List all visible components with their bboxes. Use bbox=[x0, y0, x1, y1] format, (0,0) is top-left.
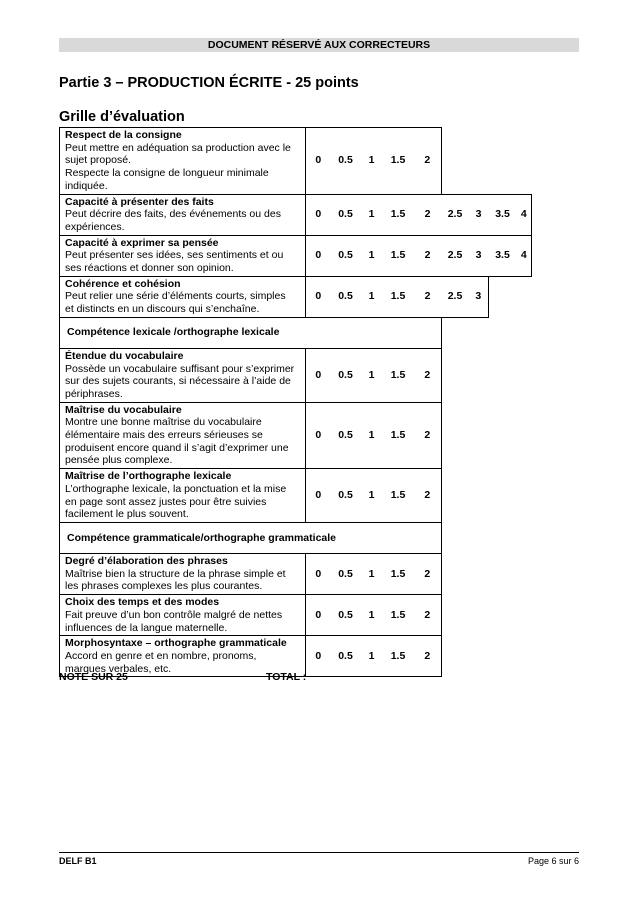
empty-cell bbox=[517, 469, 532, 523]
total-label: TOTAL : bbox=[266, 671, 307, 683]
criterion-description: influences de la langue maternelle. bbox=[65, 621, 228, 634]
score-option: 1 bbox=[361, 235, 383, 276]
score-option: 0.5 bbox=[331, 348, 361, 402]
empty-cell bbox=[489, 402, 517, 469]
criterion-description: Respecte la consigne de longueur minimale bbox=[65, 167, 269, 180]
empty-cell bbox=[469, 128, 489, 195]
score-option: 0.5 bbox=[331, 469, 361, 523]
criterion-cell bbox=[60, 235, 306, 276]
score-option: 2 bbox=[414, 636, 442, 677]
section-row bbox=[60, 522, 532, 553]
criterion-title: Étendue du vocabulaire bbox=[65, 349, 184, 362]
score-option: 3 bbox=[469, 235, 489, 276]
score-option: 1.5 bbox=[383, 469, 414, 523]
score-option: 2 bbox=[414, 276, 442, 317]
empty-cell bbox=[517, 128, 532, 195]
empty-cell bbox=[469, 402, 489, 469]
score-option: 0.5 bbox=[331, 553, 361, 594]
score-option: 1.5 bbox=[383, 348, 414, 402]
criterion-description: et distincts en un discours qui s’enchaîne. bbox=[65, 303, 260, 316]
score-option: 2 bbox=[414, 469, 442, 523]
criterion-description: Peut relier une série d’éléments courts, simples bbox=[65, 290, 286, 303]
empty-cell bbox=[489, 276, 517, 317]
criterion-row bbox=[60, 276, 532, 317]
empty-cell bbox=[517, 402, 532, 469]
criterion-cell bbox=[60, 194, 306, 235]
score-option: 0.5 bbox=[331, 194, 361, 235]
empty-cell bbox=[517, 522, 532, 553]
score-option: 0 bbox=[306, 194, 331, 235]
score-option: 2 bbox=[414, 553, 442, 594]
empty-cell bbox=[442, 636, 469, 677]
score-option: 0.5 bbox=[331, 636, 361, 677]
criterion-description: Peut présenter ses idées, ses sentiments et ou bbox=[65, 249, 284, 262]
criterion-description: Accord en genre et en nombre, pronoms, bbox=[65, 649, 257, 662]
criterion-title: Morphosyntaxe – orthographe grammaticale bbox=[65, 637, 287, 650]
criterion-title: Respect de la consigne bbox=[65, 129, 182, 141]
empty-cell bbox=[469, 522, 489, 553]
empty-cell bbox=[469, 317, 489, 348]
footer-exam-level: DELF B1 bbox=[59, 856, 97, 866]
score-option: 1.5 bbox=[383, 276, 414, 317]
empty-cell bbox=[489, 636, 517, 677]
score-option: 3 bbox=[469, 276, 489, 317]
criterion-row bbox=[60, 553, 532, 594]
score-option: 1 bbox=[361, 595, 383, 636]
criterion-description: facilement le plus souvent. bbox=[65, 508, 189, 521]
criterion-description: sujet proposé. bbox=[65, 154, 131, 167]
score-option: 1 bbox=[361, 402, 383, 469]
empty-cell bbox=[469, 553, 489, 594]
criterion-description: sur des sujets courants, si nécessaire à l’aide de bbox=[65, 375, 291, 388]
criterion-description: élémentaire mais des erreurs sérieuses se bbox=[65, 429, 263, 442]
criterion-cell bbox=[60, 595, 306, 636]
score-option: 1 bbox=[361, 553, 383, 594]
grid-title: Grille d’évaluation bbox=[59, 109, 185, 125]
criterion-description: Montre une bonne maîtrise du vocabulaire bbox=[65, 416, 262, 429]
criterion-cell bbox=[60, 469, 306, 523]
criterion-cell bbox=[60, 402, 306, 469]
score-option: 2 bbox=[414, 194, 442, 235]
criterion-title: Cohérence et cohésion bbox=[65, 277, 181, 290]
score-option: 0 bbox=[306, 348, 331, 402]
score-option: 0 bbox=[306, 276, 331, 317]
score-option: 2 bbox=[414, 595, 442, 636]
score-option: 4 bbox=[517, 194, 532, 235]
criterion-row bbox=[60, 194, 532, 235]
empty-cell bbox=[442, 128, 469, 195]
score-option: 0.5 bbox=[331, 128, 361, 195]
score-option: 0 bbox=[306, 636, 331, 677]
criterion-description: L’orthographe lexicale, la ponctuation et la mise bbox=[65, 482, 287, 495]
score-option: 1 bbox=[361, 276, 383, 317]
empty-cell bbox=[489, 348, 517, 402]
empty-cell bbox=[442, 348, 469, 402]
score-option: 1.5 bbox=[383, 235, 414, 276]
score-option: 4 bbox=[517, 235, 532, 276]
score-option: 3.5 bbox=[489, 235, 517, 276]
score-option: 1 bbox=[361, 348, 383, 402]
empty-cell bbox=[517, 553, 532, 594]
criterion-title: Degré d’élaboration des phrases bbox=[65, 554, 228, 567]
empty-cell bbox=[517, 276, 532, 317]
criterion-description: Peut mettre en adéquation sa production avec le bbox=[65, 141, 291, 154]
section-heading: Compétence grammaticale/orthographe grammaticale bbox=[60, 522, 442, 553]
footer-rule bbox=[59, 852, 579, 853]
score-option: 1 bbox=[361, 194, 383, 235]
empty-cell bbox=[489, 317, 517, 348]
score-option: 1 bbox=[361, 128, 383, 195]
score-option: 1.5 bbox=[383, 128, 414, 195]
criterion-row bbox=[60, 348, 532, 402]
criterion-row bbox=[60, 402, 532, 469]
empty-cell bbox=[489, 595, 517, 636]
empty-cell bbox=[442, 469, 469, 523]
empty-cell bbox=[489, 522, 517, 553]
criterion-title: Maîtrise du vocabulaire bbox=[65, 403, 182, 416]
empty-cell bbox=[442, 317, 469, 348]
criterion-description: Maîtrise bien la structure de la phrase simple et bbox=[65, 567, 286, 580]
score-option: 0 bbox=[306, 595, 331, 636]
score-option: 2.5 bbox=[442, 276, 469, 317]
empty-cell bbox=[469, 348, 489, 402]
score-option: 0 bbox=[306, 469, 331, 523]
empty-cell bbox=[442, 595, 469, 636]
criterion-description: Possède un vocabulaire suffisant pour s’exprimer bbox=[65, 362, 295, 375]
empty-cell bbox=[517, 348, 532, 402]
criterion-description: Peut décrire des faits, des événements ou des bbox=[65, 208, 281, 221]
empty-cell bbox=[517, 595, 532, 636]
score-option: 0 bbox=[306, 128, 331, 195]
criterion-description: Fait preuve d’un bon contrôle malgré de nettes bbox=[65, 608, 283, 621]
criterion-description: marques verbales, etc. bbox=[65, 662, 172, 675]
score-option: 1.5 bbox=[383, 636, 414, 677]
score-option: 0.5 bbox=[331, 595, 361, 636]
reserved-banner: DOCUMENT RÉSERVÉ AUX CORRECTEURS bbox=[59, 38, 579, 52]
score-option: 2 bbox=[414, 128, 442, 195]
score-option: 1 bbox=[361, 636, 383, 677]
score-option: 0.5 bbox=[331, 402, 361, 469]
note-label: NOTE SUR 25 bbox=[59, 671, 128, 683]
empty-cell bbox=[442, 522, 469, 553]
score-option: 1.5 bbox=[383, 595, 414, 636]
criterion-description: en page sont assez justes pour être suivies bbox=[65, 495, 267, 508]
score-option: 1.5 bbox=[383, 194, 414, 235]
score-option: 0.5 bbox=[331, 235, 361, 276]
criterion-description: pensée plus complexe. bbox=[65, 454, 173, 467]
criterion-cell bbox=[60, 276, 306, 317]
empty-cell bbox=[469, 636, 489, 677]
score-option: 3.5 bbox=[489, 194, 517, 235]
score-option: 0 bbox=[306, 235, 331, 276]
evaluation-grid bbox=[59, 127, 532, 677]
score-option: 3 bbox=[469, 194, 489, 235]
score-option: 2 bbox=[414, 348, 442, 402]
part-title: Partie 3 – PRODUCTION ÉCRITE - 25 points bbox=[59, 75, 359, 91]
empty-cell bbox=[489, 469, 517, 523]
score-option: 2 bbox=[414, 402, 442, 469]
criterion-title: Capacité à exprimer sa pensée bbox=[65, 236, 219, 249]
footer-page-number: Page 6 sur 6 bbox=[527, 856, 579, 866]
score-option: 1.5 bbox=[383, 553, 414, 594]
empty-cell bbox=[489, 128, 517, 195]
empty-cell bbox=[489, 553, 517, 594]
criterion-title: Capacité à présenter des faits bbox=[65, 195, 214, 208]
score-option: 0 bbox=[306, 402, 331, 469]
criterion-cell bbox=[60, 553, 306, 594]
empty-cell bbox=[442, 402, 469, 469]
criterion-description: indiquée. bbox=[65, 179, 108, 192]
criterion-title: Maîtrise de l’orthographe lexicale bbox=[65, 470, 232, 483]
criterion-cell bbox=[60, 348, 306, 402]
criterion-description: expériences. bbox=[65, 220, 125, 233]
score-option: 2 bbox=[414, 235, 442, 276]
criterion-description: les phrases complexes les plus courantes. bbox=[65, 580, 263, 593]
section-heading: Compétence lexicale /orthographe lexicale bbox=[60, 317, 442, 348]
empty-cell bbox=[517, 636, 532, 677]
empty-cell bbox=[517, 317, 532, 348]
criterion-title: Choix des temps et des modes bbox=[65, 596, 220, 609]
criterion-row bbox=[60, 595, 532, 636]
score-option: 2.5 bbox=[442, 235, 469, 276]
criterion-row bbox=[60, 128, 532, 195]
criterion-description: produisent encore quand il s’agit d’exprimer une bbox=[65, 441, 289, 454]
score-option: 2.5 bbox=[442, 194, 469, 235]
criterion-row bbox=[60, 235, 532, 276]
score-option: 0.5 bbox=[331, 276, 361, 317]
empty-cell bbox=[442, 553, 469, 594]
section-row bbox=[60, 317, 532, 348]
empty-cell bbox=[469, 469, 489, 523]
empty-cell bbox=[469, 595, 489, 636]
score-option: 1.5 bbox=[383, 402, 414, 469]
score-option: 0 bbox=[306, 553, 331, 594]
criterion-cell bbox=[60, 128, 306, 195]
criterion-row bbox=[60, 469, 532, 523]
score-option: 1 bbox=[361, 469, 383, 523]
criterion-description: ses réactions et donner son opinion. bbox=[65, 262, 234, 275]
criterion-description: périphrases. bbox=[65, 387, 123, 400]
